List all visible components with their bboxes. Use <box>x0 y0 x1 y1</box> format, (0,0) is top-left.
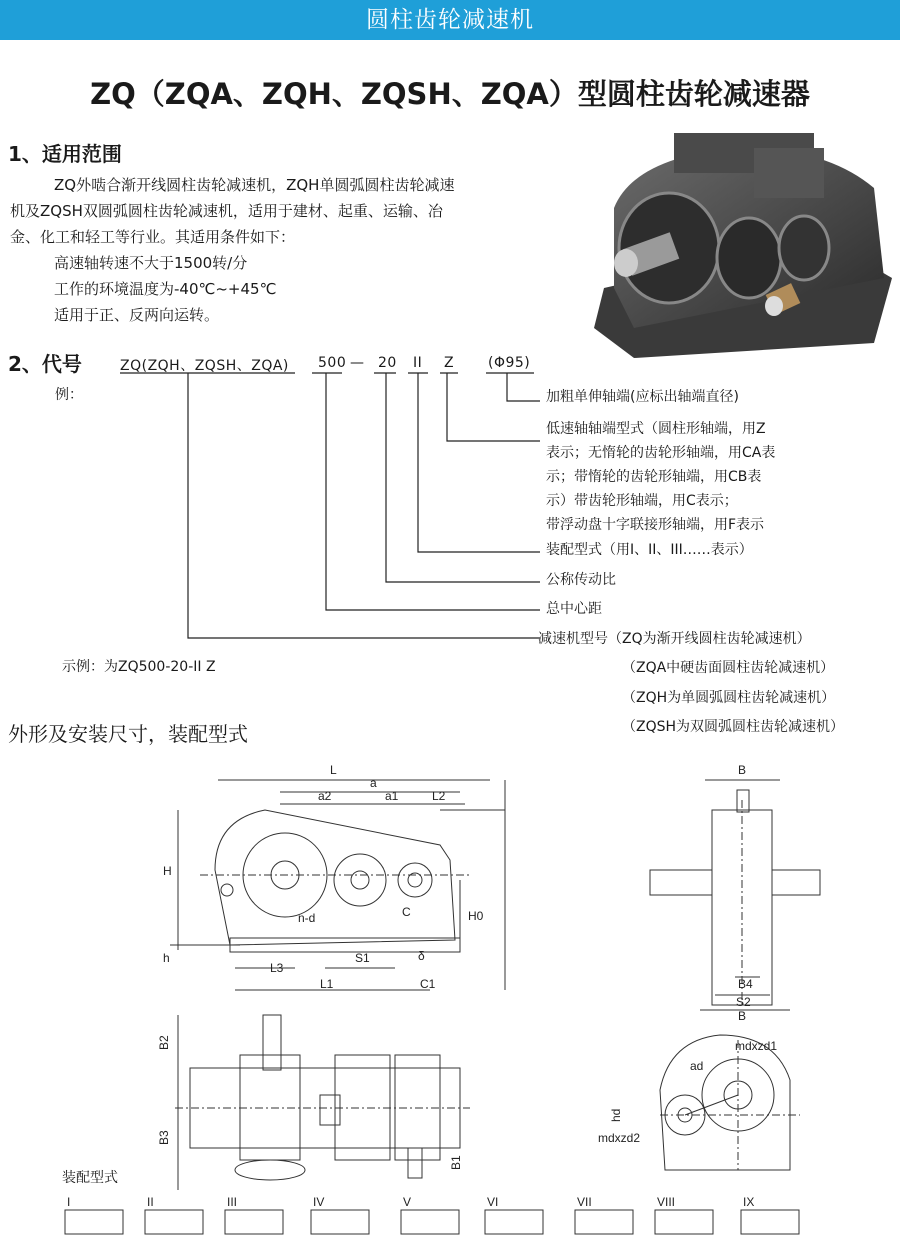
dim-B1: B1 <box>449 1155 463 1170</box>
code-shaft: Z <box>444 355 455 371</box>
dim-L1: L1 <box>320 977 334 991</box>
para-line-3: 金、化工和轻工等行业。其适用条件如下： <box>10 228 296 246</box>
technical-drawings <box>0 750 900 1190</box>
page-title: ZQ（ZQA、ZQH、ZQSH、ZQA）型圆柱齿轮减速器 <box>90 77 810 111</box>
legend-model: 减速机型号（ZQ为渐开线圆柱齿轮减速机） <box>538 631 811 647</box>
dim-a: a <box>370 776 377 790</box>
dim-ad: ad <box>690 1059 704 1073</box>
dim-a2: a2 <box>318 789 332 803</box>
condition-1: 高速轴转速不大于1500转/分 <box>54 254 248 272</box>
side-view <box>650 780 820 1010</box>
assembly-type-IV: IV <box>313 1195 325 1209</box>
legend-shaft-type <box>546 417 896 537</box>
sample-code: 示例：为ZQ500-20-II Z <box>62 659 216 675</box>
dim-S2: S2 <box>736 995 751 1009</box>
dim-L: L <box>330 763 337 777</box>
front-view <box>170 780 505 990</box>
legend-shaft-type-line: 低速轴轴端型式（圆柱形轴端，用Z <box>546 421 766 437</box>
code-model: ZQ(ZQH、ZQSH、ZQA) <box>120 358 289 374</box>
assembly-II-box <box>145 1210 203 1234</box>
assembly-VII-box <box>575 1210 633 1234</box>
dim-L2: L2 <box>432 789 446 803</box>
code-dash: — <box>350 355 365 371</box>
legend-shaft-type-line: 表示；无惰轮的齿轮形轴端，用CA表 <box>546 445 776 461</box>
assembly-VI-box <box>485 1210 543 1234</box>
condition-2: 工作的环境温度为-40℃~+45℃ <box>54 280 277 298</box>
para-line-2: 机及ZQSH双圆弧圆柱齿轮减速机，适用于建材、起重、运输、冶 <box>10 202 443 220</box>
legend-center-distance: 总中心距 <box>546 601 602 617</box>
example-label: 例： <box>55 387 83 403</box>
legend-model-zqa: （ZQA中硬齿面圆柱齿轮减速机） <box>622 660 835 676</box>
dim-S1: S1 <box>355 951 370 965</box>
assembly-types <box>55 1192 845 1242</box>
dim-H0: H0 <box>468 909 484 923</box>
dim-mdxzd1: mdxzd1 <box>735 1039 778 1053</box>
dim-n-d: n-d <box>298 911 316 925</box>
dim-a1: a1 <box>385 789 399 803</box>
code-diameter: (Φ95) <box>488 355 531 371</box>
section1-heading: 1、适用范围 <box>8 142 122 166</box>
dim-B2: B2 <box>157 1035 171 1050</box>
assembly-IX-box <box>741 1210 799 1234</box>
assembly-type-VIII: VIII <box>657 1195 676 1209</box>
legend-model-zqsh: （ZQSH为双圆弧圆柱齿轮减速机） <box>622 719 845 735</box>
assembly-VIII-box <box>655 1210 713 1234</box>
assembly-V-box <box>401 1210 459 1234</box>
top-view <box>175 1015 470 1190</box>
legend-shaft-end: 加粗单伸轴端(应标出轴端直径) <box>546 389 739 405</box>
code-assembly: II <box>413 355 423 371</box>
dim-mdxzd2: mdxzd2 <box>598 1131 641 1145</box>
assembly-type-I: I <box>67 1195 71 1209</box>
dim-C1: C1 <box>420 977 436 991</box>
legend-shaft-type-line: 示；带惰轮的齿轮形轴端，用CB表 <box>546 469 762 485</box>
assembly-label: 装配型式 <box>62 1170 118 1186</box>
assembly-IV-box <box>311 1210 369 1234</box>
assembly-type-III: III <box>227 1195 238 1209</box>
assembly-type-II: II <box>147 1195 154 1209</box>
assembly-type-VII: VII <box>577 1195 592 1209</box>
dim-C: C <box>402 905 411 919</box>
section2-heading: 2、代号 <box>8 352 82 376</box>
section3-heading: 外形及安装尺寸，装配型式 <box>8 722 248 746</box>
legend-model-zqh: （ZQH为单圆弧圆柱齿轮减速机） <box>622 690 836 706</box>
para-line-1: ZQ外啮合渐开线圆柱齿轮减速机，ZQH单圆弧圆柱齿轮减速 <box>54 176 455 194</box>
code-center: 500 <box>318 355 347 371</box>
dim-h: h <box>163 951 170 965</box>
dim-L3: L3 <box>270 961 284 975</box>
legend-shaft-type-line: 带浮动盘十字联接形轴端，用F表示 <box>546 517 765 533</box>
dim-H: H <box>163 864 172 878</box>
dim-B3: B3 <box>157 1130 171 1145</box>
legend-shaft-type-line: 示）带齿轮形轴端，用C表示； <box>546 493 738 509</box>
end-view <box>660 1035 800 1170</box>
dim-side-B-bottom: B <box>738 1009 747 1023</box>
dim-B4: B4 <box>738 977 753 991</box>
assembly-III-box <box>225 1210 283 1234</box>
legend-ratio: 公称传动比 <box>546 572 616 588</box>
condition-3: 适用于正、反两向运转。 <box>54 306 220 324</box>
dim-hd: hd <box>609 1108 623 1122</box>
dim-delta: δ <box>418 949 425 963</box>
page-banner: 圆柱齿轮减速机 <box>0 0 900 40</box>
assembly-type-IX: IX <box>743 1195 755 1209</box>
code-ratio: 20 <box>378 355 397 371</box>
assembly-type-VI: VI <box>487 1195 499 1209</box>
dim-side-B: B <box>738 763 747 777</box>
assembly-type-V: V <box>403 1195 412 1209</box>
assembly-I-box <box>65 1210 123 1234</box>
legend-assembly: 装配型式（用I、II、III……表示） <box>546 542 753 558</box>
